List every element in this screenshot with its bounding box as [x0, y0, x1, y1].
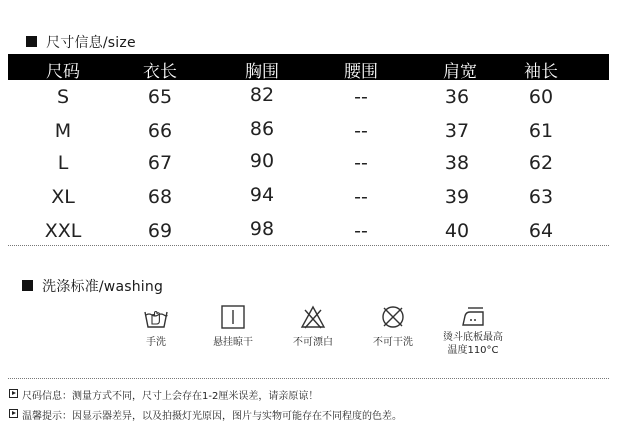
divider: [8, 378, 609, 379]
iron-label-line1: 烫斗底板最高: [443, 332, 503, 343]
table-cell: 86: [249, 118, 275, 140]
table-cell: 90: [249, 150, 275, 172]
table-cell: 38: [444, 152, 470, 174]
no-dry-clean-label: 不可干洗: [373, 337, 413, 348]
table-cell: 37: [444, 120, 470, 142]
iron-icon: [460, 304, 486, 330]
header-length: 衣长: [143, 62, 177, 82]
header-shoulder: 肩宽: [443, 62, 477, 82]
table-cell: 65: [147, 86, 173, 108]
size-section-header: [26, 32, 136, 52]
table-cell: 67: [147, 152, 173, 174]
table-cell: --: [354, 220, 368, 242]
table-cell: 94: [249, 184, 275, 206]
size-note: 尺码信息：测量方式不同，尺寸上会存在1-2厘米误差，请亲原谅！: [22, 391, 319, 402]
table-cell: S: [56, 86, 70, 108]
section-marker-icon: [26, 36, 37, 47]
table-cell: --: [354, 86, 368, 108]
no-bleach-label: 不可漂白: [293, 337, 333, 348]
washing-section-header: [22, 276, 163, 296]
table-cell: 82: [249, 84, 275, 106]
no-dry-clean-icon: [380, 304, 406, 330]
table-cell: 63: [528, 186, 554, 208]
header-chest: 胸围: [245, 62, 279, 82]
iron-label-line2: 温度110°C: [447, 345, 499, 356]
table-cell: 64: [528, 220, 554, 242]
table-cell: 36: [444, 86, 470, 108]
table-cell: --: [354, 120, 368, 142]
table-cell: XXL: [44, 220, 82, 242]
table-cell: 39: [444, 186, 470, 208]
table-cell: XL: [51, 186, 75, 208]
table-cell: 61: [528, 120, 554, 142]
no-bleach-icon: [300, 304, 326, 330]
hand-wash-icon: [143, 304, 169, 330]
header-sleeve: 袖长: [524, 62, 558, 82]
divider: [8, 245, 609, 246]
size-table-header: [8, 54, 609, 80]
color-note: 温馨提示：因显示器差异，以及拍摄灯光原因，图片与实物可能存在不同程度的色差。: [22, 411, 402, 422]
header-waist: 腰围: [344, 62, 378, 82]
table-cell: --: [354, 152, 368, 174]
arrow-bullet-icon: [9, 409, 18, 418]
table-cell: L: [57, 152, 69, 174]
table-cell: 62: [528, 152, 554, 174]
table-cell: 60: [528, 86, 554, 108]
table-cell: 66: [147, 120, 173, 142]
hang-dry-label: 悬挂晾干: [213, 337, 253, 348]
washing-section-title: 洗涤标准/washing: [42, 279, 164, 295]
table-cell: --: [354, 186, 368, 208]
hang-dry-icon: [220, 304, 246, 330]
size-section-title: 尺寸信息/size: [46, 35, 136, 51]
header-size: 尺码: [46, 62, 80, 82]
table-cell: 40: [444, 220, 470, 242]
section-marker-icon: [22, 280, 33, 291]
table-cell: M: [54, 120, 72, 142]
table-cell: 98: [249, 218, 275, 240]
iron-label: [443, 331, 503, 357]
hand-wash-label: 手洗: [146, 337, 166, 348]
table-cell: 69: [147, 220, 173, 242]
table-cell: 68: [147, 186, 173, 208]
arrow-bullet-icon: [9, 389, 18, 398]
